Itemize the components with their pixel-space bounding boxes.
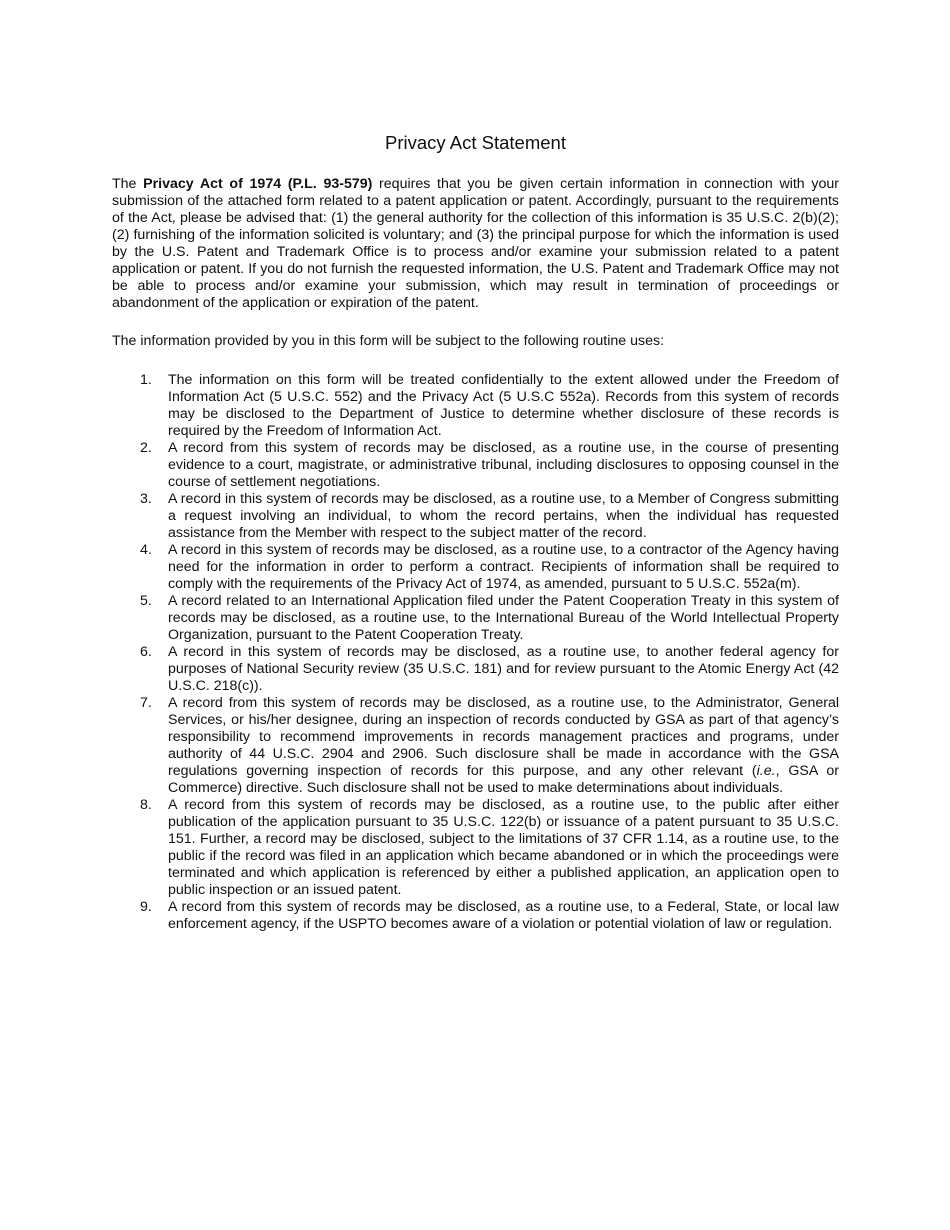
list-item-text: A record in this system of records may be disclosed, as a routine use, to a contractor of the Agency having need for the information in order to perform a contract. Recipients of information shall be required to comply with the requirements of the Privacy Act of 1974, as amended, pursuant to 5 U.S.C. 552a(m). (168, 542, 839, 592)
list-item-text: A record in this system of records may be disclosed, as a routine use, to a Member of Congress submitting a request involving an individual, to whom the record pertains, when the individual has requested assistance from the Member with respect to the subject matter of the record. (168, 491, 839, 541)
list-item-text: A record from this system of records may be disclosed, as a routine use, to the public after either publication of the application pursuant to 35 U.S.C. 122(b) or issuance of a patent pursuant to 35 U.S.C. 151. Further, a record may be disclosed, subject to the limitations of 37 CFR 1.14, as a routine use, to the public if the record was filed in an application which became abandoned or in which the proceedings were terminated and which application is referenced by either a published application, an application open to public inspection or an issued patent. (168, 797, 839, 898)
list-item-text-part: , GSA or Commerce) directive. Such disclosure shall not be used to make determinations about individuals. (168, 763, 839, 796)
routine-use-item (112, 542, 839, 593)
routine-use-item (112, 372, 839, 440)
routine-use-item (112, 899, 839, 933)
list-item-number: 3. (140, 491, 152, 507)
intro-act-name: Privacy Act of 1974 (P.L. 93-579) (143, 176, 373, 192)
list-item-text: A record from this system of records may be disclosed, as a routine use, to a Federal, State, or local law enforcement agency, if the USPTO becomes aware of a violation or potential violation of law or regulation. (168, 899, 839, 932)
routine-use-item (112, 797, 839, 899)
routine-uses-list (112, 372, 839, 933)
intro-body: requires that you be given certain information in connection with your submission of the attached form related to a patent application or patent. Accordingly, pursuant to the requirements of the Act, please be advised that: (1) the general authority for the collection of this information is 35 U.S.C. 2(b)(2); (2) furnishing of the information solicited is voluntary; and (3) the principal purpose for which the information is used by the U.S. Patent and Trademark Office is to process and/or examine your submission related to a patent application or patent. If you do not furnish the requested information, the U.S. Patent and Trademark Office may not be able to process and/or examine your submission, which may result in termination of proceedings or abandonment of the application or expiration of the patent. (112, 176, 839, 311)
routine-use-item (112, 440, 839, 491)
routine-use-item (112, 695, 839, 797)
intro-paragraph (112, 176, 839, 312)
list-item-text-italic: i.e. (756, 763, 776, 779)
list-item-text-part: A record from this system of records may be disclosed, as a routine use, to the Administrator, General Services, or his/her designee, during an inspection of records conducted by GSA as part of that agency’s responsibility to recommend improvements in records management practices and programs, under authority of 44 U.S.C. 2904 and 2906. Such disclosure shall be made in accordance with the GSA regulations governing inspection of records for this purpose, and any other relevant ( (168, 695, 839, 779)
list-item-number: 1. (140, 372, 152, 388)
list-item-number: 2. (140, 440, 152, 456)
list-item-number: 4. (140, 542, 152, 558)
list-item-number: 6. (140, 644, 152, 660)
intro-prefix: The (112, 176, 144, 192)
list-item-text (168, 695, 839, 797)
page-title: Privacy Act Statement (385, 132, 566, 153)
privacy-act-page (112, 130, 839, 933)
list-item-number: 8. (140, 797, 152, 813)
list-item-number: 5. (140, 593, 152, 609)
routine-uses-lead: The information provided by you in this form will be subject to the following routine uses: (112, 333, 665, 349)
list-item-number: 9. (140, 899, 152, 915)
routine-use-item (112, 491, 839, 542)
list-item-text: A record related to an International Application filed under the Patent Cooperation Treaty in this system of records may be disclosed, as a routine use, to the International Bureau of the World Intellectual Property Organization, pursuant to the Patent Cooperation Treaty. (168, 593, 839, 643)
routine-use-item (112, 593, 839, 644)
list-item-text: A record in this system of records may be disclosed, as a routine use, to another federal agency for purposes of National Security review (35 U.S.C. 181) and for review pursuant to the Atomic Energy Act (42 U.S.C. 218(c)). (168, 644, 839, 694)
list-item-text: A record from this system of records may be disclosed, as a routine use, in the course of presenting evidence to a court, magistrate, or administrative tribunal, including disclosures to opposing counsel in the course of settlement negotiations. (168, 440, 839, 490)
list-item-text: The information on this form will be treated confidentially to the extent allowed under the Freedom of Information Act (5 U.S.C. 552) and the Privacy Act (5 U.S.C 552a). Records from this system of records may be disclosed to the Department of Justice to determine whether disclosure of these records is required by the Freedom of Information Act. (168, 372, 839, 439)
list-item-number: 7. (140, 695, 152, 711)
routine-use-item (112, 644, 839, 695)
